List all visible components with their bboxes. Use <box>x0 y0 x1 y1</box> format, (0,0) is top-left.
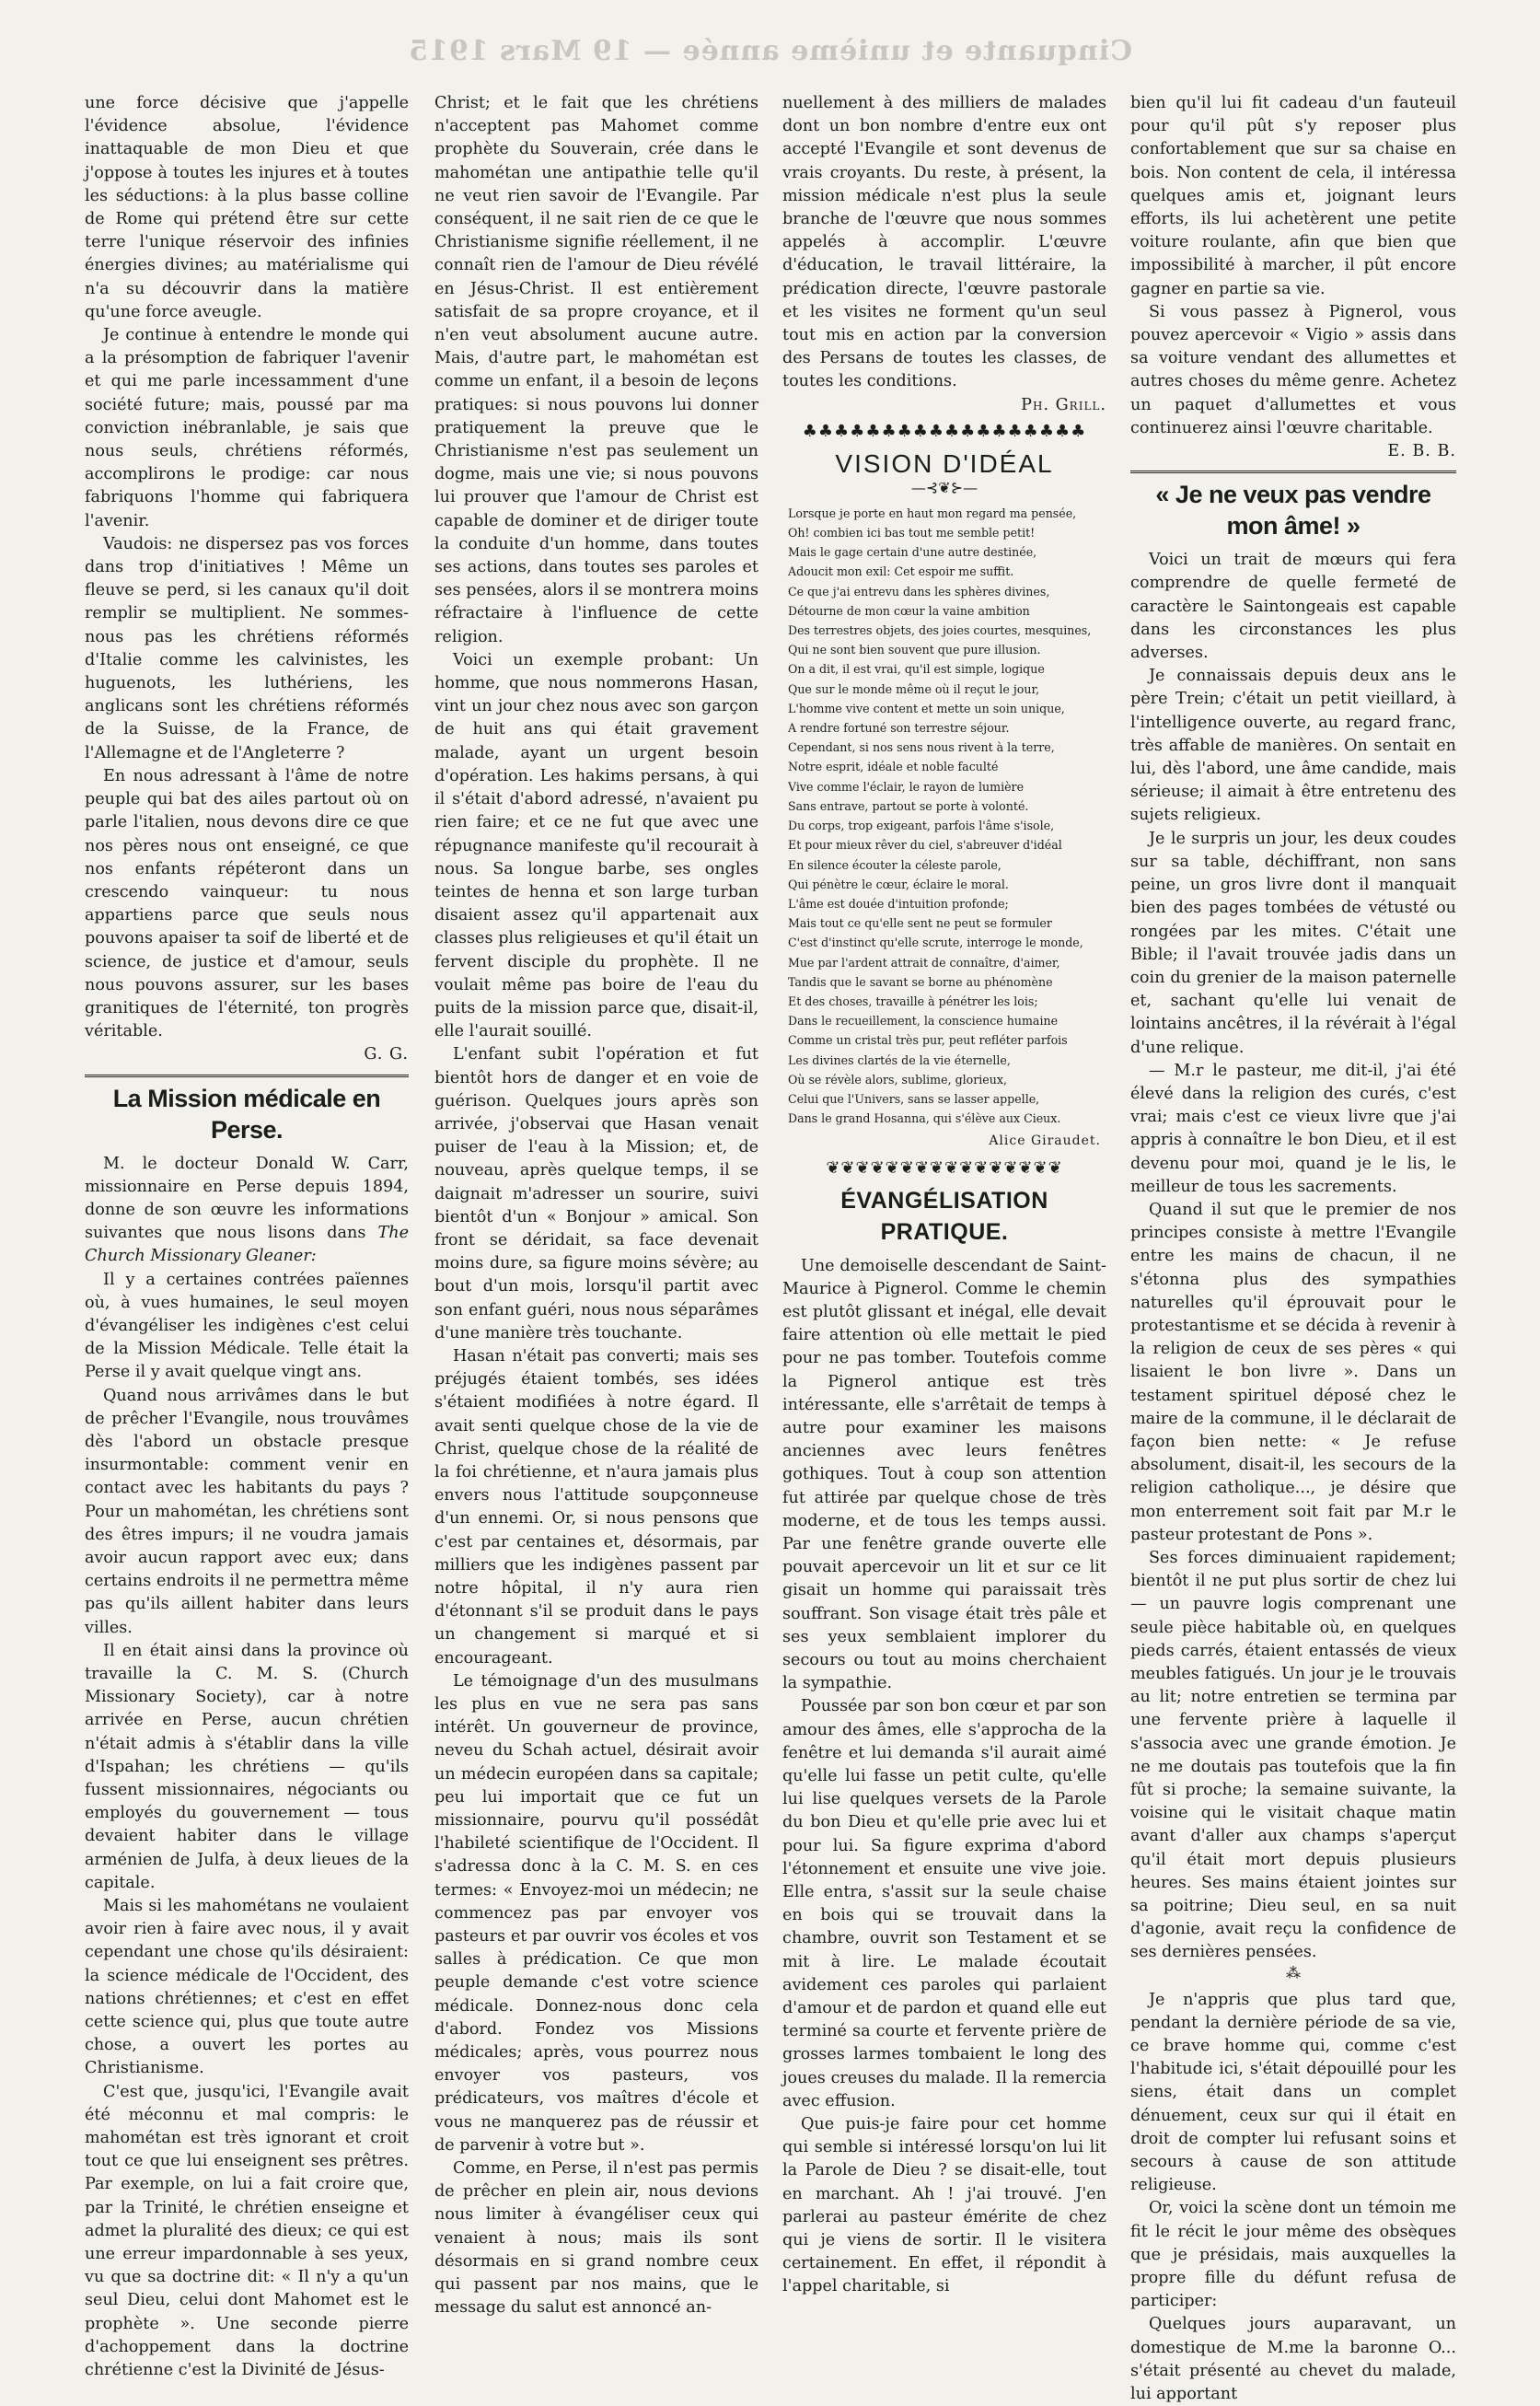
poem-line: Comme un cristal très pur, peut refléter parfois <box>788 1033 1068 1048</box>
signature: E. B. B. <box>1387 442 1456 461</box>
poem-line: Vive comme l'éclair, le rayon de lumière <box>788 779 1025 794</box>
poem-line: Du corps, trop exigeant, parfois l'âme s'isole, <box>788 819 1055 833</box>
section-divider <box>85 1075 409 1077</box>
paragraph: Le témoignage d'un des musulmans les plus en vue ne sera pas sans intérêt. Un gouverneur de province, neveu du Schah actuel, désirait avoir un médecin européen dans sa capitale; peu lui importait que ce fut un missionnaire, pourvu qu'il possédât l'habileté scientifique de l'Occident. Il s'adressa donc à la C. M. S. en ces termes: « Envoyez-moi un médecin; ne commencez pas par envoyer vos pasteurs et par ouvrir vos écoles et vos salles à prédication. Ce que mon peuple demande c'est votre science médicale. Donnez-nous donc cela d'abord. Fondez vos Missions médicales; après, vous pourrez nous envoyer vos pasteurs, vos prédicateurs, vos maîtres d'école et vous ne manquerez pas de réussir et de parvenir à votre but ». <box>434 1671 758 2155</box>
paragraph: Hasan n'était pas converti; mais ses préjugés étaient tombés, ses idées s'étaient modifiées à notre égard. Il avait senti quelque chose de la vie de Christ, quelque chose de la réalité de la foi chrétienne, et n'aura jamais plus envers nous l'attitude soupçonneuse d'un ennemi. Or, si nous pensons que c'est par centaines et, désormais, par milliers que les indigènes passent par notre hôpital, il n'y aura rien d'étonnant s'il se produit dans le pays un changement si marqué et si encourageant. <box>434 1346 758 1668</box>
poem-line: On a dit, il est vrai, qu'il est simple, logique <box>788 662 1045 677</box>
paragraph: Or, voici la scène dont un témoin me fit le récit le jour même des obsèques que je présidais, mais auxquelles la propre fille du défunt refusa de participer: <box>1130 2199 1456 2311</box>
poem-line: Mue par l'ardent attrait de connaître, d'aimer, <box>788 955 1060 970</box>
paragraph: Voici un trait de mœurs qui fera comprendre de quelle fermeté de caractère le Saintongeais est capable dans les circonstances les plus adverses. <box>1130 551 1456 663</box>
paragraph: Voici un exemple probant: Un homme, que nous nommerons Hasan, vint un jour chez nous avec son garçon de huit ans qui était gravement malade, ayant un urgent besoin d'opération. Les hakims persans, à qui il s'était d'abord adressé, n'avaient pu rien faire; et ce ne fut que avec une répugnance manifeste qu'il recourait à nous. Sa longue barbe, ses ongles teintes de henna et son large turban disaient assez qu'il appartenait aux classes plus religieuses et qu'il était un fervent disciple du prophète. Il ne voulait même pas boire de l'eau du puits de la mission parce que, disait-il, elle l'aurait souillé. <box>434 650 758 1041</box>
masthead-bleed-through: Cinquante et unième année — 19 Mars 1915 <box>408 35 1132 67</box>
poem-line: Dans le recueillement, la conscience humaine <box>788 1014 1059 1029</box>
poem-line: Mais tout ce qu'elle sent ne peut se formuler <box>788 916 1052 931</box>
intro-paragraph <box>85 1153 409 1269</box>
paragraph: nuellement à des milliers de malades dont un bon nombre d'entre eux ont accepté l'Evangile et sont devenus de vrais croyants. Du reste, à présent, la mission médicale n'est plus la seule branche de l'œuvre que nous sommes appelés à accomplir. L'œuvre d'éducation, le travail littéraire, la prédication directe, l'œuvre pastorale et les visites ne forment qu'un seul tout mis en action par la conversion des Persans de toutes les classes, de toutes les conditions. <box>782 94 1106 391</box>
ornament-divider: ♣♣♣♣♣♣♣♣♣♣♣♣♣♣♣♣♣♣ <box>802 421 1087 441</box>
paragraph: Ses forces diminuaient rapidement; bientôt il ne put plus sortir de chez lui — un pauvre logis comprenant une seule pièce habitable où, en quelques pieds carrés, étaient entassés de vieux meubles fatigués. Un jour je le trouvais au lit; notre entretien se termina par une fervente prière à laquelle il s'associa avec une grande émotion. Je ne me doutais pas toutefois que la fin fût si proche; la semaine suivante, la voisine qui le visitait chaque matin avant d'aller aux champs s'aperçut qu'il était mort depuis plusieurs heures. Ses mains étaient jointes sur sa poitrine; Dieu seul, en sa nuit d'agonie, avait reçu la confidence de ses dernières pensées. <box>1130 1548 1456 1962</box>
paragraph: Christ; et le fait que les chrétiens n'acceptent pas Mahomet comme prophète du Souverain, crée dans le mahométan une antipathie telle qu'il ne veut rien savoir de l'Evangile. Par conséquent, il ne sait rien de ce que le Christianisme signifie réellement, il ne connaît rien de l'amour de Dieu révélé en Jésus-Christ. Il est entièrement satisfait de sa propre croyance, et il n'en veut absolument aucune autre. Mais, d'autre part, le mahométan est comme un enfant, il a besoin de leçons pratiques: si nous pouvons lui donner pratiquement la preuve que le Christianisme n'est pas seulement un dogme, mais une vie; si nous pouvons lui prouver que l'amour de Christ est capable de dominer et de diriger toute la conduite d'un homme, dans toutes ses actions, dans toutes ses paroles et ses pensées, alors il se montrera moins réfractaire à l'influence de cette religion. <box>434 94 758 646</box>
paragraph: Je continue à entendre le monde qui a la présomption de fabriquer l'avenir et qui me parle incessamment d'une société future; mais, poussé par ma conviction inébranlable, je sais que nous seuls, chrétiens réformés, accomplirons le prodige: car nous fabriquons l'homme qui fabriquera l'avenir. <box>85 326 409 530</box>
poem-line: En silence écouter la céleste parole, <box>788 857 1002 872</box>
poem-line: L'âme est douée d'intuition profonde; <box>788 896 1009 911</box>
poem-line: Les divines clartés de la vie éternelle, <box>788 1052 1011 1067</box>
column-1 <box>85 92 409 2380</box>
paragraph: Je n'appris que plus tard que, pendant la dernière période de sa vie, ce brave homme qui, comme c'est l'habitude ici, s'était dépouillé pour les siens, était dans un complet dénuement, ceux sur qui il était en droit de compter lui refusant soins et secours à cause de son attitude religieuse. <box>1130 1990 1456 2195</box>
paragraph: Il y a certaines contrées païennes où, à vues humaines, le seul moyen d'évangéliser les indigènes c'est celui de la Mission Médicale. Telle était la Perse il y avait quelque vingt ans. <box>85 1270 409 1382</box>
column-4 <box>1130 92 1456 2404</box>
poem-line: Des terrestres objets, des joies courtes, mesquines, <box>788 623 1092 638</box>
poem-line: Que sur le monde même où il reçut le jour, <box>788 681 1040 696</box>
ornament-divider: ❦❦❦❦❦❦❦❦❦❦❦❦❦❦❦❦ <box>826 1157 1063 1178</box>
poem-line: Et pour mieux rêver du ciel, s'abreuver d'idéal <box>788 838 1062 853</box>
paragraph: une force décisive que j'appelle l'évidence absolue, l'évidence inattaquable de mon Dieu et que j'oppose à toutes les injures et à toutes les séductions: à la plus basse colline de Rome qui prétend être sur cette terre l'unique réservoir des infinies énergies divines; au matérialisme qui n'a su découvrir dans la matière qu'une force aveugle. <box>85 94 409 321</box>
paragraph: L'enfant subit l'opération et fut bientôt hors de danger et en voie de guérison. Quelques jours après son arrivée, j'observai que Hasan venait puiser de l'eau à la Mission; et, de nouveau, après quelque temps, il se daignait m'adresser un sourire, suivi bientôt d'un « Bonjour » amical. Son front se déridait, sa face devenait moins dure, sa figure moins sévère; au bout d'un mois, lorsqu'il partit avec son enfant guéri, nous nous séparâmes d'une manière très touchante. <box>434 1045 758 1342</box>
poem-line: Qui ne sont bien souvent que pure illusion. <box>788 643 1041 657</box>
paragraph: Il en était ainsi dans la province où travaille la C. M. S. (Church Missionary Society), car à notre arrivée en Perse, aucun chrétien n'était admis à s'établir dans la ville d'Ispahan; les chrétiens — qu'ils fussent missionnaires, négociants ou employés du gouvernement — tous devaient habiter dans le village arménien de Julfa, à deux lieues de la capitale. <box>85 1641 409 1892</box>
paragraph: Je connaissais depuis deux ans le père Trein; c'était un petit vieillard, à l'intelligence ouverte, au regard franc, très affable de manières. On sentait en lui, dès l'abord, une âme candide, mais sérieuse; il aimait à être entretenu des sujets religieux. <box>1130 667 1456 825</box>
asterism-icon: ⁂ <box>1286 1963 1301 1982</box>
newspaper-page <box>85 92 1456 2404</box>
paragraph: Vaudois: ne dispersez pas vos forces dans trop d'initiatives ! Même un fleuve se perd, si les canaux qu'il doit remplir se multiplient. Ne sommes-nous pas les chrétiens réformés d'Italie comme les calvinistes, les huguenots, les luthériens, les anglicans sont les chrétiens réformés de la Suisse, de la France, de l'Allemagne et de l'Angleterre ? <box>85 534 409 762</box>
poem-line: L'homme vive content et mette un soin unique, <box>788 701 1065 715</box>
paragraph: Quand il sut que le premier de nos principes consiste à mettre l'Evangile entre les mains de chacun, il ne s'étonna plus des sympathies naturelles qu'il éprouvait pour le protestantisme et se décida à revenir à la religion de ceux de ses pères « qui lisaient le bon livre ». Dans un testament spirituel déposé chez le maire de la commune, il le déclarait de façon bien nette: « Je refuse absolument, disait-il, les secours de la religion catholique..., je désire que mon enterrement soit fait par M.r le pasteur protestant de Pons ». <box>1130 1200 1456 1544</box>
poem-line: Dans le grand Hosanna, qui s'élève aux Cieux. <box>788 1111 1061 1126</box>
poem-line: Mais le gage certain d'une autre destinée, <box>788 545 1037 560</box>
signature: Ph. Grill. <box>1021 395 1106 414</box>
poem-line: Celui que l'Univers, sans se lasser appelle, <box>788 1091 1040 1106</box>
paragraph: Si vous passez à Pignerol, vous pouvez apercevoir « Vigio » assis dans sa voiture vendant des allumettes et autres choses du même genre. Achetez un paquet d'allumettes et vous continuerez ainsi l'œuvre charitable. <box>1130 302 1456 437</box>
paragraph: — M.r le pasteur, me dit-il, j'ai été élevé dans la religion des curés, c'est vrai; mais c'est ce vieux livre que j'ai appris à connaître le bon Dieu, et il est devenu pour moi, quand je le lis, le meilleur de tous les sacrements. <box>1130 1061 1456 1196</box>
poem-line: Notre esprit, idéale et noble faculté <box>788 760 999 774</box>
poem-line: Et des choses, travaille à pénétrer les lois; <box>788 994 1038 1008</box>
paragraph: Quelques jours auparavant, un domestique de M.me la baronne O... s'était présenté au chevet du malade, lui apportant <box>1130 2315 1456 2404</box>
signature: G. G. <box>364 1045 409 1064</box>
poem-line: A rendre fortuné son terrestre séjour. <box>788 721 1010 736</box>
paragraph: Une demoiselle descendant de Saint-Maurice à Pignerol. Comme le chemin est plutôt glissant et inégal, elle devait faire attention où elle mettait le pied pour ne pas tomber. Toutefois comme la Pignerol antique est très intéressante, elle s'arrêtait de temps à autre pour examiner les maisons anciennes avec leurs fenêtres gothiques. Tout à coup son attention fut attirée par quelque chose de très moderne, et de tous les temps aussi. Par une fenêtre grande ouverte elle pouvait apercevoir un lit et sur ce lit gisait un homme qui paraissait très souffrant. Son visage était très pâle et ses yeux semblaient implorer du secours ou tout au moins cherchaient la sympathie. <box>782 1256 1106 1693</box>
intro-text: M. le docteur Donald W. Carr, missionnaire en Perse depuis 1894, donne de son œuvre les informations suivantes que nous lisons dans <box>85 1154 409 1243</box>
paragraph: bien qu'il lui fit cadeau d'un fauteuil pour qu'il pût s'y reposer plus confortablement que sur sa chaise en bois. Non content de cela, il intéressa quelques amis et, joignant leurs efforts, ils lui achetèrent une petite voiture roulante, afin que bien que impossibilité à marcher, il pût encore gagner en partie sa vie. <box>1130 94 1456 298</box>
article-heading: La Mission médicale en Perse. <box>112 1084 381 1144</box>
section-divider <box>1130 471 1456 473</box>
poem-line: Sans entrave, partout se porte à volonté. <box>788 798 1029 813</box>
paragraph: Que puis-je faire pour cet homme qui semble si intéressé lorsqu'on lui lit la Parole de Dieu ? se disait-elle, tout en marchant. Ah ! j'ai trouvé. J'en parlerai au pasteur émérite de chez qui je viens de sortir. Il le visitera certainement. En effet, il répondit à l'appel charitable, si <box>782 2115 1106 2296</box>
column-3 <box>782 92 1106 2296</box>
paragraph: Mais si les mahométans ne voulaient avoir rien à faire avec nous, il y avait cependant une chose qu'ils désiraient: la science médicale de l'Occident, des nations chrétiennes; et c'est en effet cette science qui, plus que toute autre chose, a ouvert les portes au Christianisme. <box>85 1897 409 2078</box>
paragraph: Je le surpris un jour, les deux coudes sur sa table, déchiffrant, non sans peine, un gros livre dont il manquait bien des pages tombées de vétusté ou rongées par les mites. C'était une Bible; il l'avait trouvée jadis dans un coin du grenier de la maison paternelle et, sachant qu'elle lui venait de lointains ancêtres, il la révérait à l'égal d'une relique. <box>1130 829 1456 1057</box>
ornament-icon: —⊰❦⊱— <box>910 478 978 496</box>
paragraph: Poussée par son bon cœur et par son amour des âmes, elle s'approcha de la fenêtre et lui demanda s'il aurait aimé qu'elle lui fasse un petit culte, qu'elle lui lise quelques versets de la Parole du bon Dieu et qu'elle prie avec lui et pour lui. Sa figure exprima d'abord l'étonnement et ensuite une vive joie. Elle entra, s'assit sur la seule chaise en bois qui se trouvait dans la chambre, ouvrit son Testament et se mit à lire. Le malade écoutait avidement ces paroles qui parlaient d'amour et de pardon et quand elle eut terminé sa courte et fervente prière de grosses larmes tombaient le long des joues creuses du malade. Il la remercia avec effusion. <box>782 1697 1106 2110</box>
paragraph: C'est que, jusqu'ici, l'Evangile avait été méconnu et mal compris: le mahométan est très ignorant et croit tout ce que lui enseignent ses prêtres. Par exemple, on lui a fait croire que, par la Trinité, le chrétien enseigne et admet la pluralité des dieux; ce qui est une erreur impardonnable à ses yeux, vu que sa doctrine dit: « Il n'y a qu'un seul Dieu, celui dont Mahomet est le prophète ». Une seconde pierre d'achoppement dans la doctrine chrétienne c'est la Divinité de Jésus- <box>85 2082 409 2380</box>
poem-line: C'est d'instinct qu'elle scrute, interroge le monde, <box>788 936 1083 950</box>
poem-signature: Alice Giraudet. <box>989 1133 1101 1149</box>
column-2 <box>434 92 758 2318</box>
paragraph: En nous adressant à l'âme de notre peuple qui bat des ailes partout où on parle l'italien, nous devons dire ce que nos pères nous ont enseigné, ce que nos enfants répéteront dans un crescendo vainqueur: tu nous appartiens parce que seuls nous pouvons apaiser ta soif de liberté et de science, de justice et d'amour, seuls nous pouvons assurer, sur les bases granitiques de l'éternité, ton progrès véritable. <box>85 766 409 1041</box>
poem-title: VISION D'IDÉAL <box>835 448 1054 478</box>
poem-line: Adoucit mon exil: Cet espoir me suffit. <box>788 564 1014 579</box>
poem <box>782 504 1106 1129</box>
poem-line: Cependant, si nos sens nous rivent à la terre, <box>788 740 1055 755</box>
poem-line: Lorsque je porte en haut mon regard ma pensée, <box>788 506 1077 520</box>
poem-line: Qui pénètre le cœur, éclaire le moral. <box>788 877 1009 891</box>
poem-line: Détourne de mon cœur la vaine ambition <box>788 603 1030 618</box>
poem-line: Tandis que le savant se borne au phénomène <box>788 974 1053 989</box>
paragraph: Comme, en Perse, il n'est pas permis de prêcher en plein air, nous devions nous limiter à évangéliser ceux qui venaient à nous; mais ils sont désormais en si grand nombre ceux qui passent par nos mains, que le message du salut est annoncé an- <box>434 2159 758 2318</box>
poem-line: Ce que j'ai entrevu dans les sphères divines, <box>788 584 1050 599</box>
paragraph: Quand nous arrivâmes dans le but de prêcher l'Evangile, nous trouvâmes dès l'abord un obstacle presque insurmontable: comment venir en contact avec les habitants du pays ? Pour un mahométan, les chrétiens sont des êtres impurs; il ne voudra jamais avoir aucun rapport avec eux; dans certains endroits il ne permettra même pas qu'ils aillent habiter dans leurs villes. <box>85 1386 409 1637</box>
article-heading: ÉVANGÉLISATION PRATIQUE. <box>840 1187 1048 1245</box>
poem-line: Où se révèle alors, sublime, glorieux, <box>788 1072 1007 1087</box>
poem-line: Oh! combien ici bas tout me semble petit! <box>788 526 1036 540</box>
source-title: The Church Missionary Gleaner: <box>85 1224 409 1266</box>
article-heading: « Je ne veux pas vendre mon âme! » <box>1155 481 1431 540</box>
